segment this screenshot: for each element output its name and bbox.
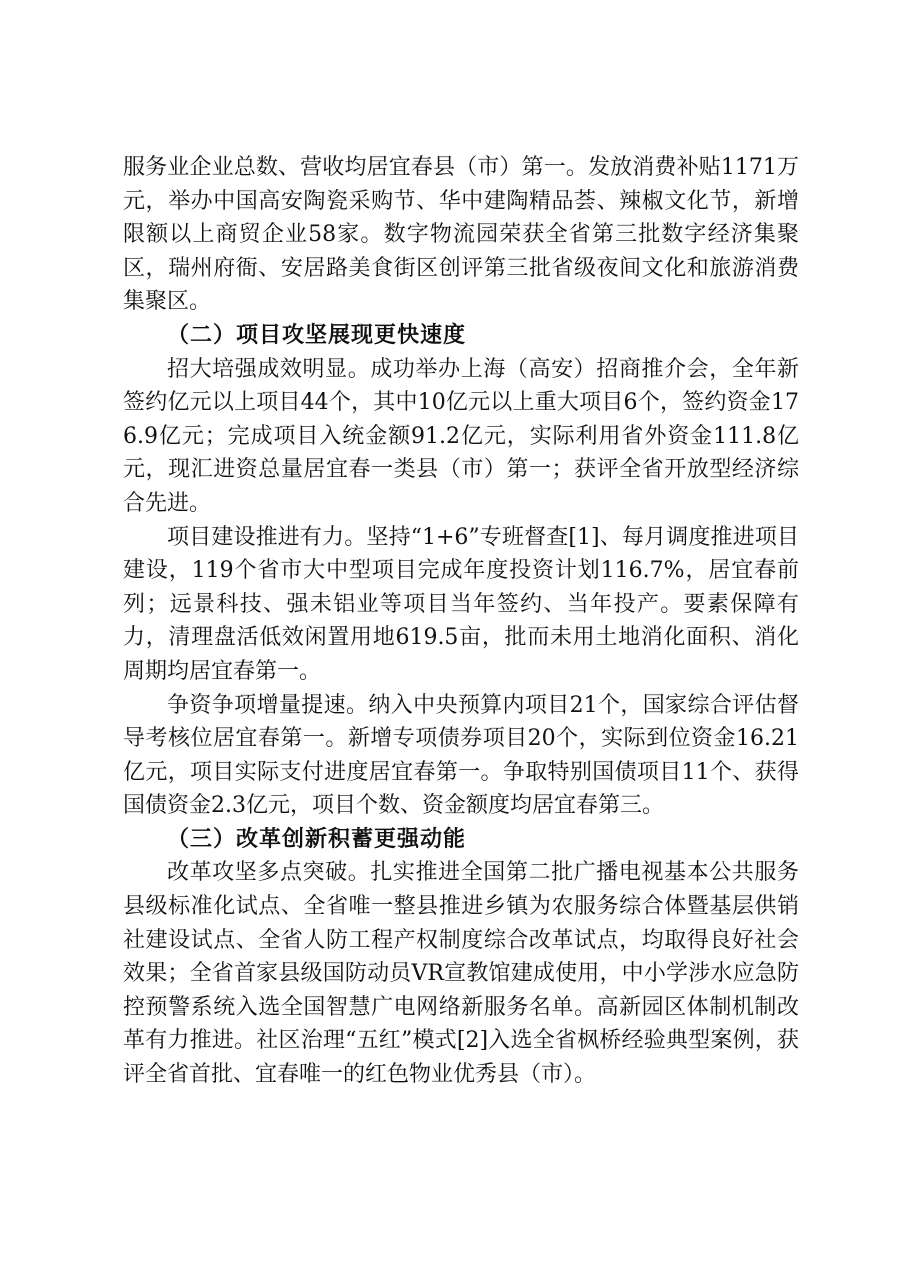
section-heading-reform: （三）改革创新积蓄更强动能	[167, 825, 467, 852]
paragraph-reform: 改革攻坚多点突破。扎实推进全国第二批广播电视基本公共服务县级标准化试点、全省唯一整县推进乡镇为农服务综合体暨基层供销社建设试点、全省人防工程产权制度综合改革试点，均取得良好社会效果；全省首家县级国防动员VR宣教馆建成使用，中小学涉水应急防控预警系统入选全国智慧广电网络新服务名单。高新园区体制机制改革有力推进。社区治理“五红”模式[2]入选全省枫桥经验典型案例，获评全省首批、宜春唯一的红色物业优秀县（市）。	[123, 860, 799, 1088]
paragraph-investment: 招大培强成效明显。成功举办上海（高安）招商推介会，全年新签约亿元以上项目44个，其中10亿元以上重大项目6个，签约资金176.9亿元；完成项目入统金额91.2亿元，实际利用省外资金111.8亿元，现汇进资总量居宜春一类县（市）第一；获评全省开放型经济综合先进。	[123, 356, 799, 516]
paragraph-project-construction: 项目建设推进有力。坚持“1+6”专班督查[1]、每月调度推进项目建设，119个省市大中型项目完成年度投资计划116.7%，居宜春前列；远景科技、强未铝业等项目当年签约、当年投产。要素保障有力，清理盘活低效闲置用地619.5亩，批而未用土地消化面积、消化周期均居宜春第一。	[123, 524, 799, 684]
section-heading-projects: （二）项目攻坚展现更快速度	[167, 321, 467, 348]
document-body	[123, 151, 799, 1092]
paragraph-funding: 争资争项增量提速。纳入中央预算内项目21个，国家综合评估督导考核位居宜春第一。新增专项债券项目20个，实际到位资金16.21亿元，项目实际支付进度居宜春第一。争取特别国债项目11个、获得国债资金2.3亿元，项目个数、资金额度均居宜春第三。	[123, 692, 799, 819]
paragraph-continued: 服务业企业总数、营收均居宜春县（市）第一。发放消费补贴1171万元，举办中国高安陶瓷采购节、华中建陶精品荟、辣椒文化节，新增限额以上商贸企业58家。数字物流园荣获全省第三批数字经济集聚区，瑞州府衙、安居路美食街区创评第三批省级夜间文化和旅游消费集聚区。	[123, 155, 799, 315]
